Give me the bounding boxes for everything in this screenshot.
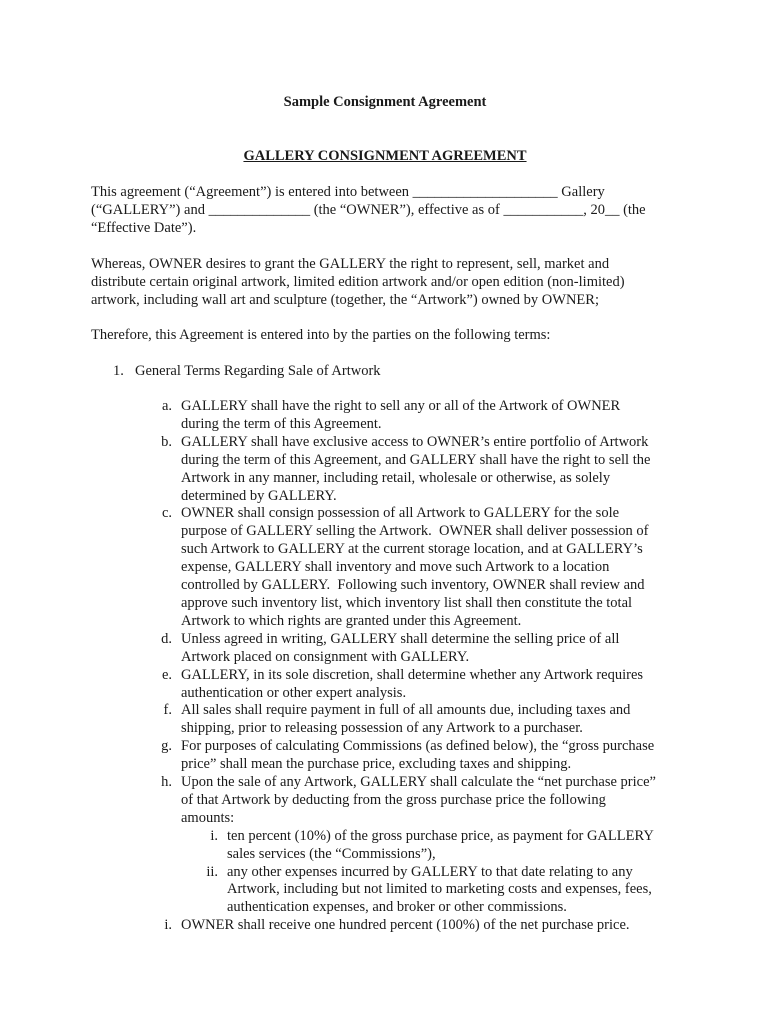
list-item-line: approve such inventory list, which inventory list shall then constitute the total bbox=[181, 594, 633, 611]
whereas-line: distribute certain original artwork, limited edition artwork and/or open edition (non-limited) bbox=[91, 274, 625, 290]
list-item-line: Unless agreed in writing, GALLERY shall determine the selling price of all bbox=[181, 630, 620, 647]
terms-list bbox=[150, 398, 710, 935]
list-item-line: OWNER shall receive one hundred percent (100%) of the net purchase price. bbox=[181, 917, 630, 934]
sub-list-item bbox=[181, 864, 710, 918]
agreement-heading: GALLERY CONSIGNMENT AGREEMENT bbox=[243, 148, 527, 164]
list-item-line: determined by GALLERY. bbox=[181, 487, 337, 504]
list-item-line: Artwork in any manner, including retail, wholesale or otherwise, as solely bbox=[181, 469, 611, 486]
intro-line: “Effective Date”). bbox=[91, 220, 197, 236]
list-marker: a. bbox=[161, 398, 172, 414]
list-item-line: expense, GALLERY shall inventory and move such Artwork to a location bbox=[181, 559, 610, 576]
list-item-line: of that Artwork by deducting from the gross purchase price the following bbox=[181, 791, 606, 808]
list-item bbox=[150, 505, 710, 630]
list-item-line: For purposes of calculating Commissions (as defined below), the “gross purchase bbox=[181, 738, 655, 755]
list-item-line: authentication or other expert analysis. bbox=[181, 684, 407, 701]
therefore-line: Therefore, this Agreement is entered into by the parties on the following terms: bbox=[91, 327, 551, 343]
list-marker: ii. bbox=[206, 863, 218, 880]
list-marker: i. bbox=[210, 827, 218, 844]
list-item-line: OWNER shall consign possession of all Artwork to GALLERY for the sole bbox=[181, 505, 620, 522]
section-heading bbox=[113, 362, 381, 380]
list-item-line: ten percent (10%) of the gross purchase price, as payment for GALLERY bbox=[227, 827, 654, 844]
whereas-line: artwork, including wall art and sculpture (together, the “Artwork”) owned by OWNER; bbox=[91, 292, 599, 308]
intro-paragraph bbox=[91, 183, 691, 237]
list-item bbox=[150, 631, 710, 667]
list-item-line: sales services (the “Commissions”), bbox=[227, 845, 436, 862]
list-item-line: price” shall mean the purchase price, excluding taxes and shipping. bbox=[181, 756, 572, 773]
list-item-line: Artwork, including but not limited to marketing costs and expenses, fees, bbox=[227, 881, 652, 898]
list-marker: g. bbox=[161, 738, 172, 755]
section-title: General Terms Regarding Sale of Artwork bbox=[135, 363, 381, 379]
list-item-line: GALLERY shall have the right to sell any or all of the Artwork of OWNER bbox=[181, 398, 621, 414]
intro-line: (“GALLERY”) and ______________ (the “OWNER”), effective as of ___________, 20__ (the bbox=[91, 202, 646, 218]
list-item-line: shipping, prior to releasing possession of any Artwork to a purchaser. bbox=[181, 720, 583, 737]
list-item-line: any other expenses incurred by GALLERY to that date relating to any bbox=[227, 863, 633, 880]
list-item bbox=[150, 774, 710, 828]
list-item-line: GALLERY shall have exclusive access to OWNER’s entire portfolio of Artwork bbox=[181, 433, 649, 450]
list-marker: e. bbox=[161, 666, 172, 683]
list-item-line: authentication expenses, and broker or other commissions. bbox=[227, 899, 567, 916]
document-title: Sample Consignment Agreement bbox=[283, 94, 487, 110]
therefore-paragraph bbox=[91, 326, 691, 344]
list-item bbox=[150, 917, 710, 935]
list-marker: b. bbox=[161, 433, 172, 450]
list-item-line: purpose of GALLERY selling the Artwork. OWNER shall deliver possession of bbox=[181, 523, 649, 540]
list-marker: f. bbox=[163, 702, 172, 719]
list-item-line: amounts: bbox=[181, 809, 235, 826]
list-item-line: Upon the sale of any Artwork, GALLERY shall calculate the “net purchase price” bbox=[181, 774, 656, 791]
whereas-paragraph bbox=[91, 255, 691, 309]
list-item-line: All sales shall require payment in full of all amounts due, including taxes and bbox=[181, 702, 631, 719]
list-item-line: such Artwork to GALLERY at the current storage location, and at GALLERY’s bbox=[181, 541, 643, 558]
list-marker: c. bbox=[161, 505, 172, 522]
list-item-line: during the term of this Agreement, and GALLERY shall have the right to sell the bbox=[181, 451, 651, 468]
list-marker: d. bbox=[161, 630, 172, 647]
intro-line: This agreement (“Agreement”) is entered into between ____________________ Gallery bbox=[91, 184, 605, 200]
list-item-line: GALLERY, in its sole discretion, shall determine whether any Artwork requires bbox=[181, 666, 644, 683]
section-number: 1. bbox=[113, 363, 124, 379]
list-marker: h. bbox=[161, 774, 172, 791]
sub-list-item bbox=[181, 828, 710, 864]
list-item-line: during the term of this Agreement. bbox=[181, 415, 382, 432]
list-item-line: Artwork placed on consignment with GALLERY. bbox=[181, 648, 470, 665]
list-item bbox=[150, 667, 710, 703]
list-item bbox=[150, 434, 710, 506]
list-item-line: Artwork to which rights are granted under this Agreement. bbox=[181, 612, 522, 629]
whereas-line: Whereas, OWNER desires to grant the GALLERY the right to represent, sell, market and bbox=[91, 256, 610, 272]
list-item-line: controlled by GALLERY. Following such inventory, OWNER shall review and bbox=[181, 577, 645, 594]
list-item bbox=[150, 702, 710, 738]
list-item bbox=[150, 738, 710, 774]
list-marker: i. bbox=[164, 917, 172, 934]
list-item bbox=[150, 398, 710, 434]
